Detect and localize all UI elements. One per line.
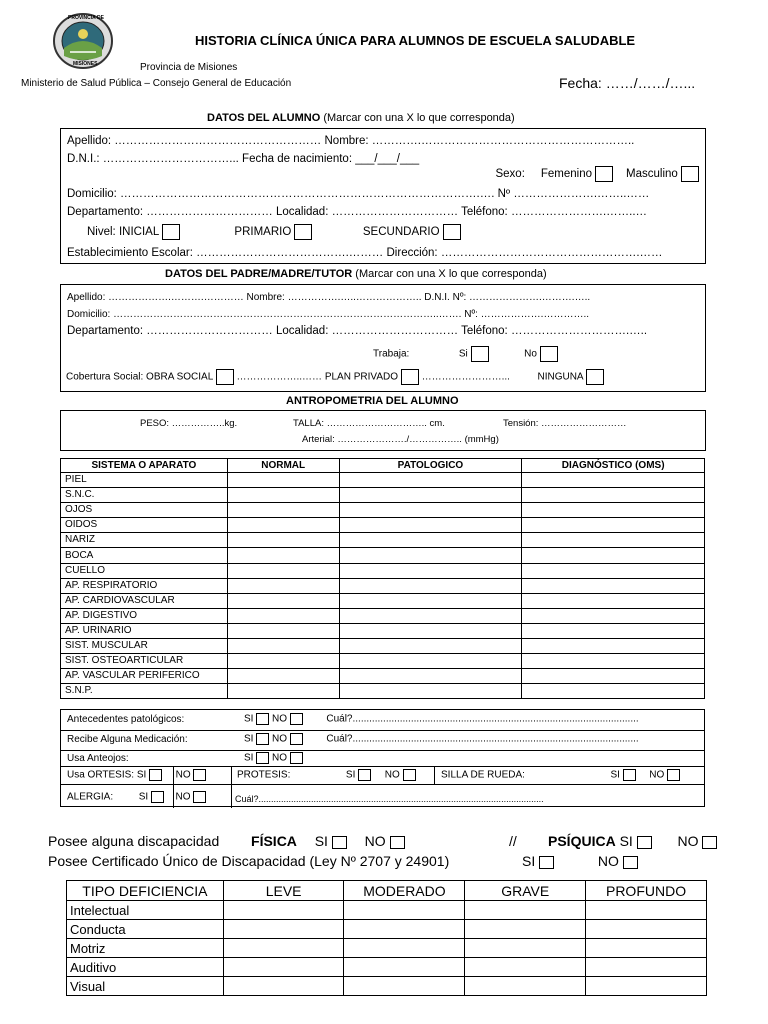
sistema-label: CUELLO (61, 563, 228, 578)
diagnostico-cell[interactable] (522, 563, 705, 578)
patologico-cell[interactable] (339, 533, 522, 548)
province-name: Provincia de Misiones (140, 62, 238, 73)
discapacidad-separator: // (509, 833, 517, 849)
silla-si-checkbox[interactable] (623, 769, 636, 781)
diagnostico-cell[interactable] (522, 639, 705, 654)
antropometria-section (60, 410, 706, 451)
patologico-cell[interactable] (339, 684, 522, 699)
arterial-field[interactable]: Arterial: …………………./…………….. (mmHg) (302, 434, 499, 445)
femenino-checkbox[interactable] (595, 166, 613, 182)
table-row (61, 684, 705, 699)
protesis-row: PROTESIS: SI NO (237, 769, 416, 781)
table-row (67, 920, 707, 939)
patologico-cell[interactable] (339, 518, 522, 533)
medicacion-cual-field[interactable]: Cuál?....................................................................................................... (326, 733, 639, 745)
certificado-si-checkbox[interactable] (539, 856, 554, 869)
normal-cell[interactable] (227, 654, 339, 669)
alergia-row: ALERGIA: SI NO (67, 791, 206, 803)
alumno-row-dni[interactable]: D.N.I.: ……………………………... Fecha de nacimiento: ___/___/___ (67, 153, 420, 165)
date-field[interactable]: Fecha: ……/……/…... (559, 75, 696, 91)
table-row (67, 901, 707, 920)
normal-cell[interactable] (227, 488, 339, 503)
plan-privado-checkbox[interactable] (401, 369, 419, 385)
diagnostico-cell[interactable] (522, 533, 705, 548)
normal-cell[interactable] (227, 639, 339, 654)
tipo-label: Conducta (67, 920, 224, 939)
diagnostico-cell[interactable] (522, 548, 705, 563)
table-row (61, 563, 705, 578)
profundo-cell[interactable] (586, 920, 707, 939)
profundo-cell[interactable] (586, 977, 707, 996)
normal-cell[interactable] (227, 548, 339, 563)
tutor-row-cobertura: Cobertura Social: OBRA SOCIAL ………………..…… PLAN PRIVADO ……………………... NINGUNA (66, 369, 699, 385)
leve-cell[interactable] (223, 958, 344, 977)
anteojos-row: Usa Anteojos: (67, 753, 129, 764)
psiquica-si-checkbox[interactable] (637, 836, 652, 849)
patologico-cell[interactable] (339, 548, 522, 563)
normal-cell[interactable] (227, 518, 339, 533)
table-row (61, 503, 705, 518)
leve-cell[interactable] (223, 901, 344, 920)
patologico-cell[interactable] (339, 654, 522, 669)
patologico-cell[interactable] (339, 488, 522, 503)
patologico-cell[interactable] (339, 578, 522, 593)
grave-cell[interactable] (465, 958, 586, 977)
col-header-tipo: TIPO DEFICIENCIA (67, 881, 224, 901)
tutor-row-departamento[interactable]: Departamento: …………………………… Localidad: …………………………… Teléfono: ………………………….….. (67, 325, 648, 337)
sistema-label: AP. RESPIRATORIO (61, 578, 228, 593)
diagnostico-cell[interactable] (522, 578, 705, 593)
anteojos-si-checkbox[interactable] (256, 752, 269, 764)
table-row (61, 623, 705, 638)
moderado-cell[interactable] (344, 939, 465, 958)
table-row (61, 533, 705, 548)
table-row (67, 939, 707, 958)
tutor-row-apellido[interactable]: Apellido: ……………….……….………… Nombre: …………….…..……………….. D.N.I. Nº: ………………….……….….. (67, 292, 591, 303)
medicacion-no-checkbox[interactable] (290, 733, 303, 745)
tipo-label: Auditivo (67, 958, 224, 977)
antecedentes-section: Antecedentes patológicos: SI NO Cuál?....................................................................................................... Recibe Alguna Medicación: SI NO Cuál?....................................................................................................... Usa Anteojos: SI NO Usa ORTESIS: SI NO PROTESIS: SI NO SILLA DE RUEDA: SI NO ALERGIA: SI NO Cuál?.................................................................................................................. (60, 709, 705, 807)
normal-cell[interactable] (227, 473, 339, 488)
sistemas-table (60, 458, 705, 699)
alumno-row-establecimiento[interactable]: Establecimiento Escolar: ………………………………….……… Dirección: …………………………………………….…… (67, 247, 663, 259)
psiquica-no-checkbox[interactable] (702, 836, 717, 849)
grave-cell[interactable] (465, 977, 586, 996)
col-header-moderado: MODERADO (344, 881, 465, 901)
inicial-checkbox[interactable] (162, 224, 180, 240)
moderado-cell[interactable] (344, 977, 465, 996)
normal-cell[interactable] (227, 608, 339, 623)
moderado-cell[interactable] (344, 958, 465, 977)
logo-bottom-text: MISIONES (73, 61, 98, 67)
sistema-label: AP. VASCULAR PERIFERICO (61, 669, 228, 684)
ministry-name: Ministerio de Salud Pública – Consejo General de Educación (21, 78, 292, 89)
obra-social-checkbox[interactable] (216, 369, 234, 385)
sistema-label: AP. CARDIOVASCULAR (61, 593, 228, 608)
tipo-label: Motriz (67, 939, 224, 958)
tipo-label: Visual (67, 977, 224, 996)
alergia-cual-field[interactable]: Cuál?.................................................................................................................. (235, 794, 544, 804)
normal-cell[interactable] (227, 563, 339, 578)
trabaja-si-checkbox[interactable] (471, 346, 489, 362)
tutor-row-domicilio[interactable]: Domicilio: ……………………………………………………………………………………..……. Nº: ……………….………….. (67, 309, 589, 320)
leve-cell[interactable] (223, 939, 344, 958)
sistema-label: BOCA (61, 548, 228, 563)
sistema-label: SIST. OSTEOARTICULAR (61, 654, 228, 669)
fisica-no-checkbox[interactable] (390, 836, 405, 849)
normal-cell[interactable] (227, 684, 339, 699)
normal-cell[interactable] (227, 593, 339, 608)
leve-cell[interactable] (223, 977, 344, 996)
deficiencia-table (66, 880, 707, 996)
grave-cell[interactable] (465, 920, 586, 939)
ninguna-checkbox[interactable] (586, 369, 604, 385)
patologico-cell[interactable] (339, 563, 522, 578)
masculino-checkbox[interactable] (681, 166, 699, 182)
alumno-section (60, 128, 706, 264)
diagnostico-cell[interactable] (522, 518, 705, 533)
table-row (67, 977, 707, 996)
table-row (61, 518, 705, 533)
tutor-heading: DATOS DEL PADRE/MADRE/TUTOR (Marcar con una X lo que corresponda) (165, 268, 547, 280)
patologicos-cual-field[interactable]: Cuál?....................................................................................................... (326, 713, 639, 725)
talla-field[interactable]: TALLA: ………………………….. cm. (293, 418, 445, 429)
diagnostico-cell[interactable] (522, 593, 705, 608)
diagnostico-cell[interactable] (522, 623, 705, 638)
deficiencia-header-row (67, 881, 707, 901)
table-row (61, 654, 705, 669)
normal-cell[interactable] (227, 623, 339, 638)
profundo-cell[interactable] (586, 958, 707, 977)
sistema-label: AP. URINARIO (61, 623, 228, 638)
silla-no-checkbox[interactable] (667, 769, 680, 781)
table-row (61, 578, 705, 593)
normal-cell[interactable] (227, 503, 339, 518)
ortesis-no-checkbox[interactable] (193, 769, 206, 781)
table-row (61, 548, 705, 563)
patologico-cell[interactable] (339, 608, 522, 623)
moderado-cell[interactable] (344, 901, 465, 920)
col-header-normal: NORMAL (227, 459, 339, 473)
alumno-row-departamento[interactable]: Departamento: …………………………… Localidad: …………………………… Teléfono: …………………….……..… (67, 206, 648, 218)
sistema-label: OJOS (61, 503, 228, 518)
primario-checkbox[interactable] (294, 224, 312, 240)
patologico-cell[interactable] (339, 473, 522, 488)
secundario-checkbox[interactable] (443, 224, 461, 240)
col-header-sistema: SISTEMA O APARATO (61, 459, 228, 473)
diagnostico-cell[interactable] (522, 684, 705, 699)
sistema-label: NARIZ (61, 533, 228, 548)
col-header-grave: GRAVE (465, 881, 586, 901)
medicacion-si-checkbox[interactable] (256, 733, 269, 745)
sistema-label: OIDOS (61, 518, 228, 533)
table-row (61, 669, 705, 684)
antecedentes-patologicos-row: Antecedentes patológicos: (67, 714, 185, 725)
patologico-cell[interactable] (339, 503, 522, 518)
peso-field[interactable]: PESO: ……………..kg. (140, 418, 238, 429)
tutor-section (60, 284, 706, 392)
diagnostico-cell[interactable] (522, 654, 705, 669)
table-row (61, 639, 705, 654)
alergia-si-checkbox[interactable] (151, 791, 164, 803)
patologico-cell[interactable] (339, 593, 522, 608)
tension-field[interactable]: Tensión: ……………………… (503, 418, 627, 429)
table-row (61, 608, 705, 623)
diagnostico-cell[interactable] (522, 473, 705, 488)
protesis-no-checkbox[interactable] (403, 769, 416, 781)
certificado-row: Posee Certificado Único de Discapacidad (Ley Nº 2707 y 24901) (48, 853, 450, 869)
trabaja-no-checkbox[interactable] (540, 346, 558, 362)
diagnostico-cell[interactable] (522, 608, 705, 623)
sistema-label: PIEL (61, 473, 228, 488)
sistema-label: S.N.P. (61, 684, 228, 699)
normal-cell[interactable] (227, 578, 339, 593)
grave-cell[interactable] (465, 939, 586, 958)
col-header-profundo: PROFUNDO (586, 881, 707, 901)
table-row (61, 473, 705, 488)
medicacion-row: Recibe Alguna Medicación: (67, 734, 188, 745)
col-header-diagnostico: DIAGNÓSTICO (OMS) (522, 459, 705, 473)
psiquica-row: PSÍQUICA SI NO (548, 833, 717, 849)
silla-rueda-row: SILLA DE RUEDA: SI NO (441, 769, 680, 781)
leve-cell[interactable] (223, 920, 344, 939)
col-header-patologico: PATOLOGICO (339, 459, 522, 473)
table-row (67, 958, 707, 977)
alergia-no-checkbox[interactable] (193, 791, 206, 803)
document-title: HISTORIA CLÍNICA ÚNICA PARA ALUMNOS DE ESCUELA SALUDABLE (195, 33, 636, 48)
grave-cell[interactable] (465, 901, 586, 920)
normal-cell[interactable] (227, 669, 339, 684)
diagnostico-cell[interactable] (522, 488, 705, 503)
tutor-row-trabaja: Trabaja: Si No (373, 346, 699, 362)
normal-cell[interactable] (227, 533, 339, 548)
sistemas-header-row (61, 459, 705, 473)
sistema-label: S.N.C. (61, 488, 228, 503)
province-logo (52, 12, 114, 70)
diagnostico-cell[interactable] (522, 669, 705, 684)
anteojos-no-checkbox[interactable] (290, 752, 303, 764)
profundo-cell[interactable] (586, 939, 707, 958)
sistema-label: SIST. MUSCULAR (61, 639, 228, 654)
patologico-cell[interactable] (339, 623, 522, 638)
sistema-label: AP. DIGESTIVO (61, 608, 228, 623)
diagnostico-cell[interactable] (522, 503, 705, 518)
table-row (61, 593, 705, 608)
table-row (61, 488, 705, 503)
profundo-cell[interactable] (586, 901, 707, 920)
col-header-leve: LEVE (223, 881, 344, 901)
patologicos-no-checkbox[interactable] (290, 713, 303, 725)
alumno-row-domicilio[interactable]: Domicilio: ………………………………………………………………………………….…. Nº ………………….……..…… (67, 188, 650, 200)
certificado-no-checkbox[interactable] (623, 856, 638, 869)
patologico-cell[interactable] (339, 639, 522, 654)
alumno-row-sexo: Sexo: Femenino Masculino (67, 166, 699, 182)
patologico-cell[interactable] (339, 669, 522, 684)
ortesis-row: Usa ORTESIS: SI NO (67, 769, 206, 781)
antropometria-heading: ANTROPOMETRIA DEL ALUMNO (286, 395, 459, 407)
tipo-label: Intelectual (67, 901, 224, 920)
patologicos-si-checkbox[interactable] (256, 713, 269, 725)
ortesis-si-checkbox[interactable] (149, 769, 162, 781)
alumno-row-apellido[interactable]: Apellido: ……………………………………………… Nombre: ………….……………………………………………….. (67, 135, 635, 147)
logo-top-text: PROVINCIA DE (68, 15, 104, 21)
protesis-si-checkbox[interactable] (358, 769, 371, 781)
moderado-cell[interactable] (344, 920, 465, 939)
discapacidad-row: Posee alguna discapacidad FÍSICA SI NO (48, 833, 405, 849)
alumno-heading: DATOS DEL ALUMNO (Marcar con una X lo que corresponda) (207, 112, 515, 124)
alumno-row-nivel: Nivel: INICIAL PRIMARIO SECUNDARIO (87, 224, 699, 240)
fisica-si-checkbox[interactable] (332, 836, 347, 849)
